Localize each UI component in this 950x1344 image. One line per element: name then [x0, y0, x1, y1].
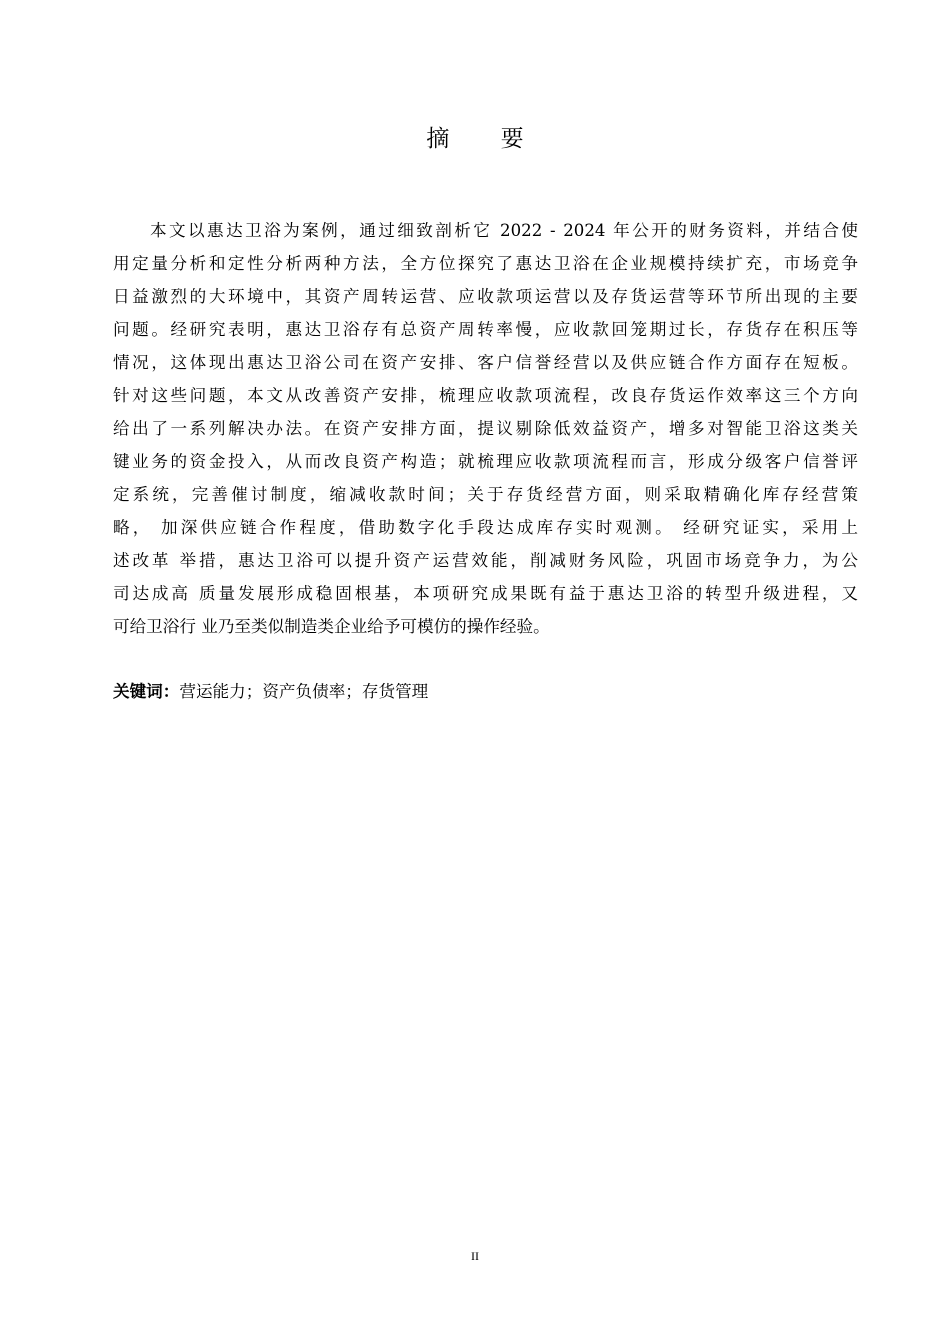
abstract-line: 问题。经研究表明，惠达卫浴存有总资产周转率慢，应收款回笼期过长，存货存在积压等: [113, 320, 858, 339]
abstract-line: 情况，这体现出惠达卫浴公司在资产安排、客户信誉经营以及供应链合作方面存在短板。: [113, 353, 858, 372]
abstract-line: 定系统，完善催讨制度，缩减收款时间；关于存货经营方面，则采取精确化库存经营策: [113, 485, 858, 504]
abstract-line: 可给卫浴行 业乃至类似制造类企业给予可模仿的操作经验。: [113, 617, 550, 636]
abstract-title: 摘 要: [426, 126, 546, 152]
page-number: II: [471, 1249, 479, 1263]
abstract-body: [113, 219, 858, 648]
abstract-line: 用定量分析和定性分析两种方法，全方位探究了惠达卫浴在企业规模持续扩充，市场竞争: [113, 254, 858, 273]
keywords-label: 关键词：: [113, 682, 180, 701]
abstract-line: 针对这些问题，本文从改善资产安排，梳理应收款项流程，改良存货运作效率这三个方向: [113, 386, 858, 405]
abstract-line: 述改革 举措，惠达卫浴可以提升资产运营效能，削减财务风险，巩固市场竞争力，为公: [113, 551, 858, 570]
abstract-line: 略， 加深供应链合作程度，借助数字化手段达成库存实时观测。 经研究证实，采用上: [113, 518, 858, 537]
abstract-line: 司达成高 质量发展形成稳固根基，本项研究成果既有益于惠达卫浴的转型升级进程，又: [113, 584, 858, 603]
abstract-line: 本文以惠达卫浴为案例，通过细致剖析它 2022 - 2024 年公开的财务资料，并结合使: [150, 221, 858, 240]
abstract-line: 键业务的资金投入，从而改良资产构造；就梳理应收款项流程而言，形成分级客户信誉评: [113, 452, 858, 471]
keywords-line: [113, 680, 428, 704]
abstract-line: 日益激烈的大环境中，其资产周转运营、应收款项运营以及存货运营等环节所出现的主要: [113, 287, 858, 306]
keywords-text: 营运能力；资产负债率；存货管理: [179, 682, 429, 701]
abstract-line: 给出了一系列解决办法。在资产安排方面，提议剔除低效益资产，增多对智能卫浴这类关: [113, 419, 858, 438]
